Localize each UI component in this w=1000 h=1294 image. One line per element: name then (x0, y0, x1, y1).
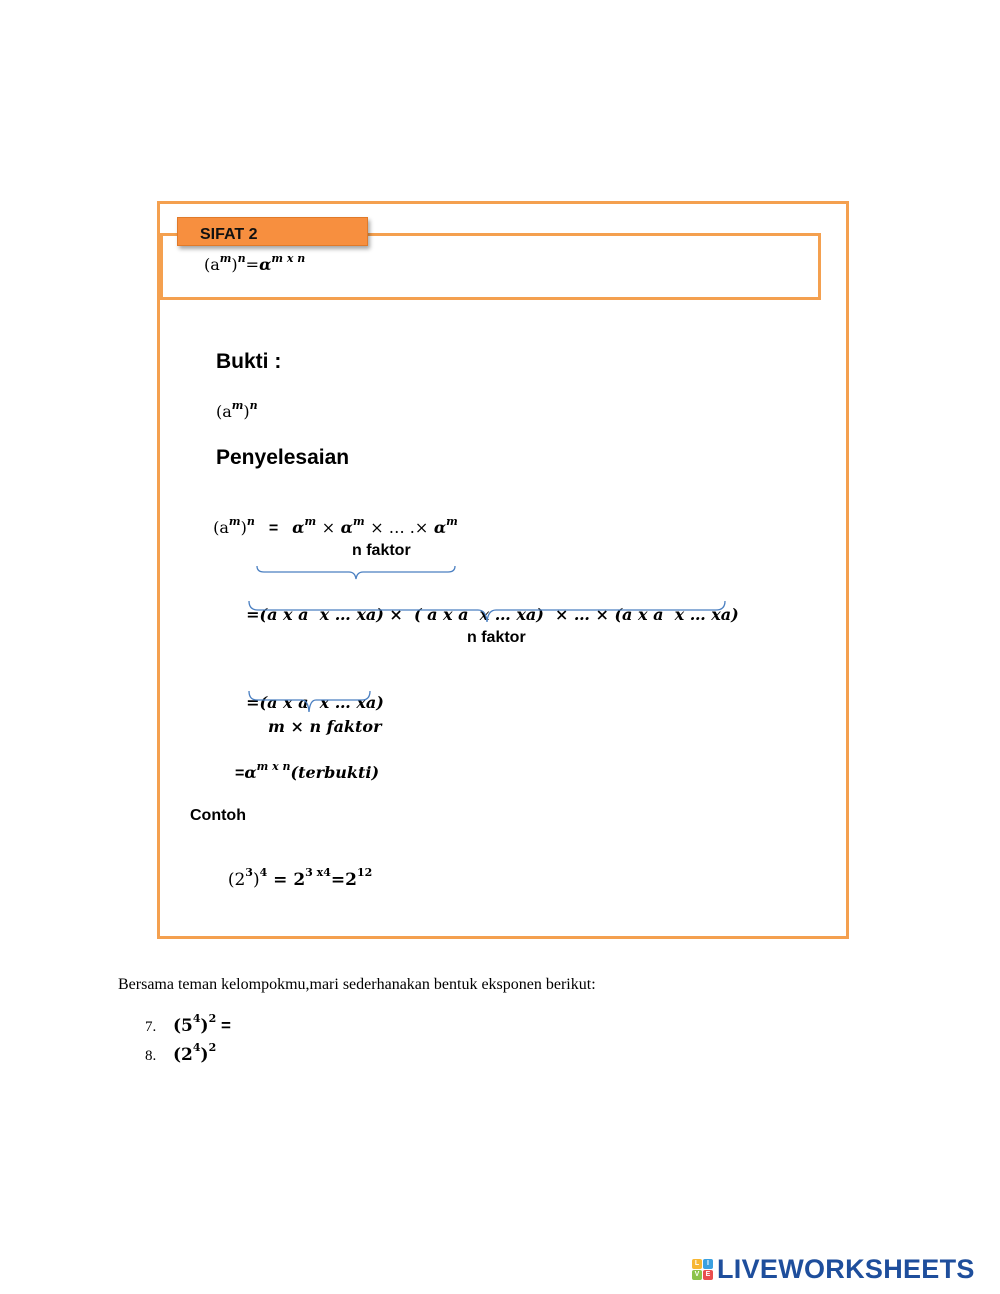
n-faktor-label-top: n faktor (352, 542, 411, 559)
exercise-item (145, 1041, 217, 1065)
proof-line-3: =(a x a x … xa) (246, 693, 384, 712)
brace-long (248, 600, 726, 624)
exercise-item (145, 1012, 231, 1036)
proof-line-1: $(a^m)^n = \alpha^m \times \alpha^m$ × … .× $\alpha^m$ (213, 514, 458, 537)
example-heading: Contoh (190, 807, 246, 824)
instructions-text: Bersama teman kelompokmu,mari sederhanakan bentuk eksponen berikut: (118, 976, 596, 993)
exercise-number: 8. (145, 1048, 157, 1064)
exercise-formula: $(2^4)^2$ (173, 1041, 217, 1065)
exercise-formula: $(5^4)^2$ = (173, 1012, 231, 1036)
logo-text: LIVEWORKSHEETS (717, 1253, 975, 1284)
proof-heading: Bukti : (216, 350, 282, 373)
example-formula: $(2^3)^4 = 2^{3 x4}=2^{12}$ (227, 866, 373, 890)
property-tab-label: SIFAT 2 (200, 226, 258, 243)
proof-line-4: $=\alpha^{m x n}(terbukti)$ (235, 759, 380, 782)
proof-expression: $(a^m)^n$ (216, 398, 258, 421)
rule-formula: $(a^m)^n=\alpha^{m x n}$ (204, 251, 306, 274)
exercise-number: 7. (145, 1019, 157, 1035)
mn-faktor-label: m × n faktor (268, 717, 382, 736)
proof-line-2: =(a x a x … xa) × ( a x a x … xa) × … × (a x a x … xa) (246, 605, 739, 624)
n-faktor-label-bottom: n faktor (467, 629, 526, 646)
liveworksheets-logo (692, 1254, 975, 1284)
logo-icon: L I V E (692, 1259, 713, 1280)
brace-small (248, 690, 372, 714)
brace-top (256, 565, 456, 581)
solution-heading: Penyelesaian (216, 446, 350, 469)
